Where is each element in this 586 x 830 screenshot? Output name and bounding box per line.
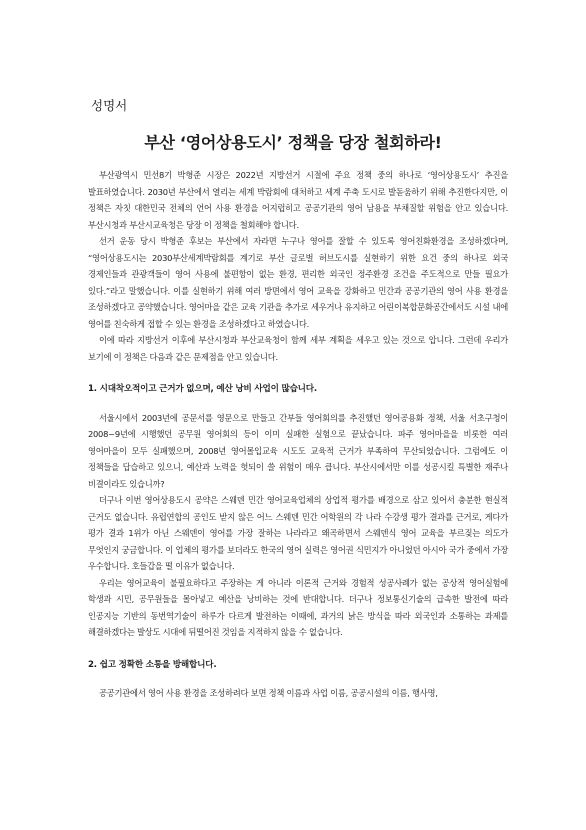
section-paragraph: 공공기관에서 영어 사용 환경을 조성하려다 보면 정책 이름과 사업 이름, 공공시설의 이름, 행사명, — [99, 688, 438, 698]
section-paragraph: 우리는 영어교육이 불필요하다고 주장하는 게 아니라 이론적 근거와 경험적 성공사례가 없는 공상적 영어실험에 학생과 시민, 공무원들을 몰아넣고 예산을 낭비하는 것에 반대합니다. 더구나 정보통신기술의 급속한 발전에 따라 인공지능 기반의 동번역기술이 하루가 다르게 발전하는 이때에, 과거의 낡은 방식을 따라 외국인과 소통하는 과제를 해결하겠다는 발상도 시대에 뒤떨어진 것임을 지적하지 않을 수 없습니다. — [88, 577, 508, 637]
section-heading: 1. 시대착오적이고 근거가 없으며, 예산 낭비 사업이 많습니다. — [88, 384, 317, 394]
section-paragraph: 서울시에서 2003년에 공문서를 영문으로 만들고 간부들 영어회의를 추진했던 영어공용화 정책, 서울 서초구청이 2008~9년에 시행했던 공무원 영어회의 등이 이미 실패한 실험으로 끝났습니다. 파주 영어마을을 비롯한 여러 영어마을이 모두 실패했으며, 2008년 영어몰입교육 시도도 교육적 근거가 부족하여 무산되었습니다. 그럼에도 이 정책들을 답습하고 있으니, 예산과 노력을 헛되이 쓸 위험이 매우 큽니다. 부산시에서만 이를 성공시킬 특별한 재주나 비결이라도 있습니까? — [88, 412, 508, 489]
document-body — [88, 167, 508, 702]
document-title: 부산 ‘영어상용도시’ 정책을 당장 철회하라! — [144, 133, 442, 152]
intro-paragraph: 선거 운동 당시 박형준 후보는 부산에서 자라면 누구나 영어를 잘할 수 있도록 영어친화환경을 조성하겠다며, “영어상용도시는 2030부산세계박람회를 계기로 부산 글로벌 허브도시를 실현하기 위한 요건 중의 하나로 외국 경제인들과 관광객들이 영어 사용에 불편함이 없는 환경, 편리한 외국인 정주환경 조건을 주도적으로 만들 필요가 있다.”라고 말했습니다. 이를 실현하기 위해 여러 방면에서 영어 교육을 강화하고 민간과 공공기관의 영어 사용 환경을 조성하겠다고 공약했습니다. 영어마을 같은 교육 기관을 추가로 세우거나 유지하고 어린이복합문화공간에서도 시설 내에 영어를 친숙하게 접할 수 있는 환경을 조성하겠다고 하였습니다. — [88, 236, 508, 329]
section-paragraph: 더구나 이번 영어상용도시 공약은 스웨덴 민간 영어교육업체의 상업적 평가를 배경으로 삼고 있어서 충분한 현실적 근거도 없습니다. 유럽연합의 공인도 받지 않은 어느 스웨덴 민간 어학원의 각 나라 수강생 평가 결과를 근거로, 게다가 평가 결과 1위가 아닌 스웨덴이 영어를 가장 잘하는 나라라고 왜곡하면서 스웨덴식 영어 교육을 부르짖는 의도가 무엇인지 궁금합니다. 이 업체의 평가를 보더라도 한국의 영어 실력은 영어권 식민지가 아니었던 아시아 국가 중에서 가장 우수합니다. 호들갑을 떨 이유가 없습니다. — [88, 495, 508, 571]
section-heading: 2. 쉽고 정확한 소통을 방해합니다. — [88, 659, 217, 670]
intro-paragraph: 부산광역시 민선8기 박형준 시장은 2022년 지방선거 시절에 주요 정책 중의 하나로 ‘영어상용도시’ 추진을 발표하였습니다. 2030년 부산에서 열리는 세계 박람회에 대처하고 세계 주축 도시로 발돋움하기 위해 추진한다지만, 이 정책은 자칫 대한민국 전체의 언어 사용 환경을 어지럽히고 공공기관의 영어 남용을 부채질할 위험을 안고 있습니다. 부산시청과 부산시교육청은 당장 이 정책을 철회해야 합니다. — [88, 170, 508, 230]
document-type-label: 성명서 — [91, 98, 128, 113]
intro-paragraph: 이에 따라 지방선거 이후에 부산시청과 부산교육청이 함께 세부 계획을 세우고 있는 것으로 압니다. 그런데 우리가 보기에 이 정책은 다음과 같은 문제점을 안고 있습니다. — [88, 335, 508, 362]
